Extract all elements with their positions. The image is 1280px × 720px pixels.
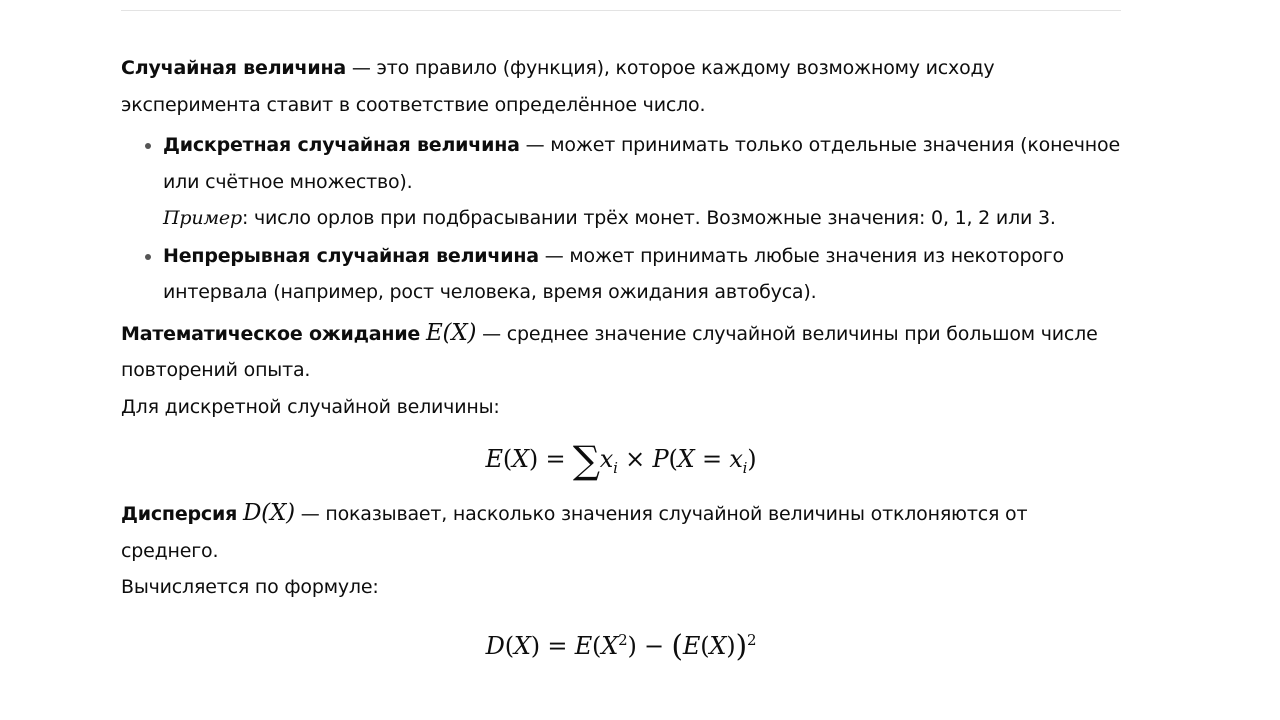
discrete-def: — может принимать только отдельные значения (конечное или счётное множество).	[163, 134, 1120, 193]
list-item	[163, 238, 1121, 311]
list-item	[163, 127, 1121, 237]
expectation-definition	[121, 315, 1121, 389]
expectation-formula: $E(X) = \sum x_i \times P(X = x_i)$	[485, 438, 757, 482]
rv-definition	[121, 50, 1121, 123]
continuous-def: — может принимать любые значения из некоторого интервала (например, рост человека, время ожидания автобуса).	[163, 244, 1064, 303]
top-divider	[121, 10, 1121, 11]
variance-note: Вычисляется по формуле:	[121, 576, 379, 598]
variance-term: Дисперсия	[121, 503, 238, 525]
example-text: : число орлов при подбрасывании трёх монет. Возможные значения: 0, 1, 2 или 3.	[241, 207, 1056, 229]
rv-term: Случайная величина	[121, 57, 347, 79]
variance-symbol: D(X)	[242, 500, 295, 526]
expectation-symbol: E(X)	[425, 319, 477, 346]
variance-def: — показывает, насколько значения случайной величины отклоняются от среднего.	[121, 503, 1028, 562]
rv-types-list	[121, 127, 1121, 311]
example-label: Пример	[163, 207, 242, 229]
expectation-term: Математическое ожидание	[121, 322, 421, 345]
variance-formula: $D(X) = E(X^2) - (E(X))^2$	[485, 628, 757, 664]
article-content	[121, 50, 1121, 676]
variance-definition	[121, 495, 1121, 569]
expectation-note: Для дискретной случайной величины:	[121, 395, 500, 418]
rv-def: — это правило (функция), которое каждому возможному исходу эксперимента ставит в соответствие определённое число.	[121, 57, 995, 116]
continuous-term: Непрерывная случайная величина	[163, 244, 539, 267]
discrete-term: Дискретная случайная величина	[163, 134, 520, 156]
expectation-def: — среднее значение случайной величины при большом числе повторений опыта.	[121, 322, 1098, 381]
